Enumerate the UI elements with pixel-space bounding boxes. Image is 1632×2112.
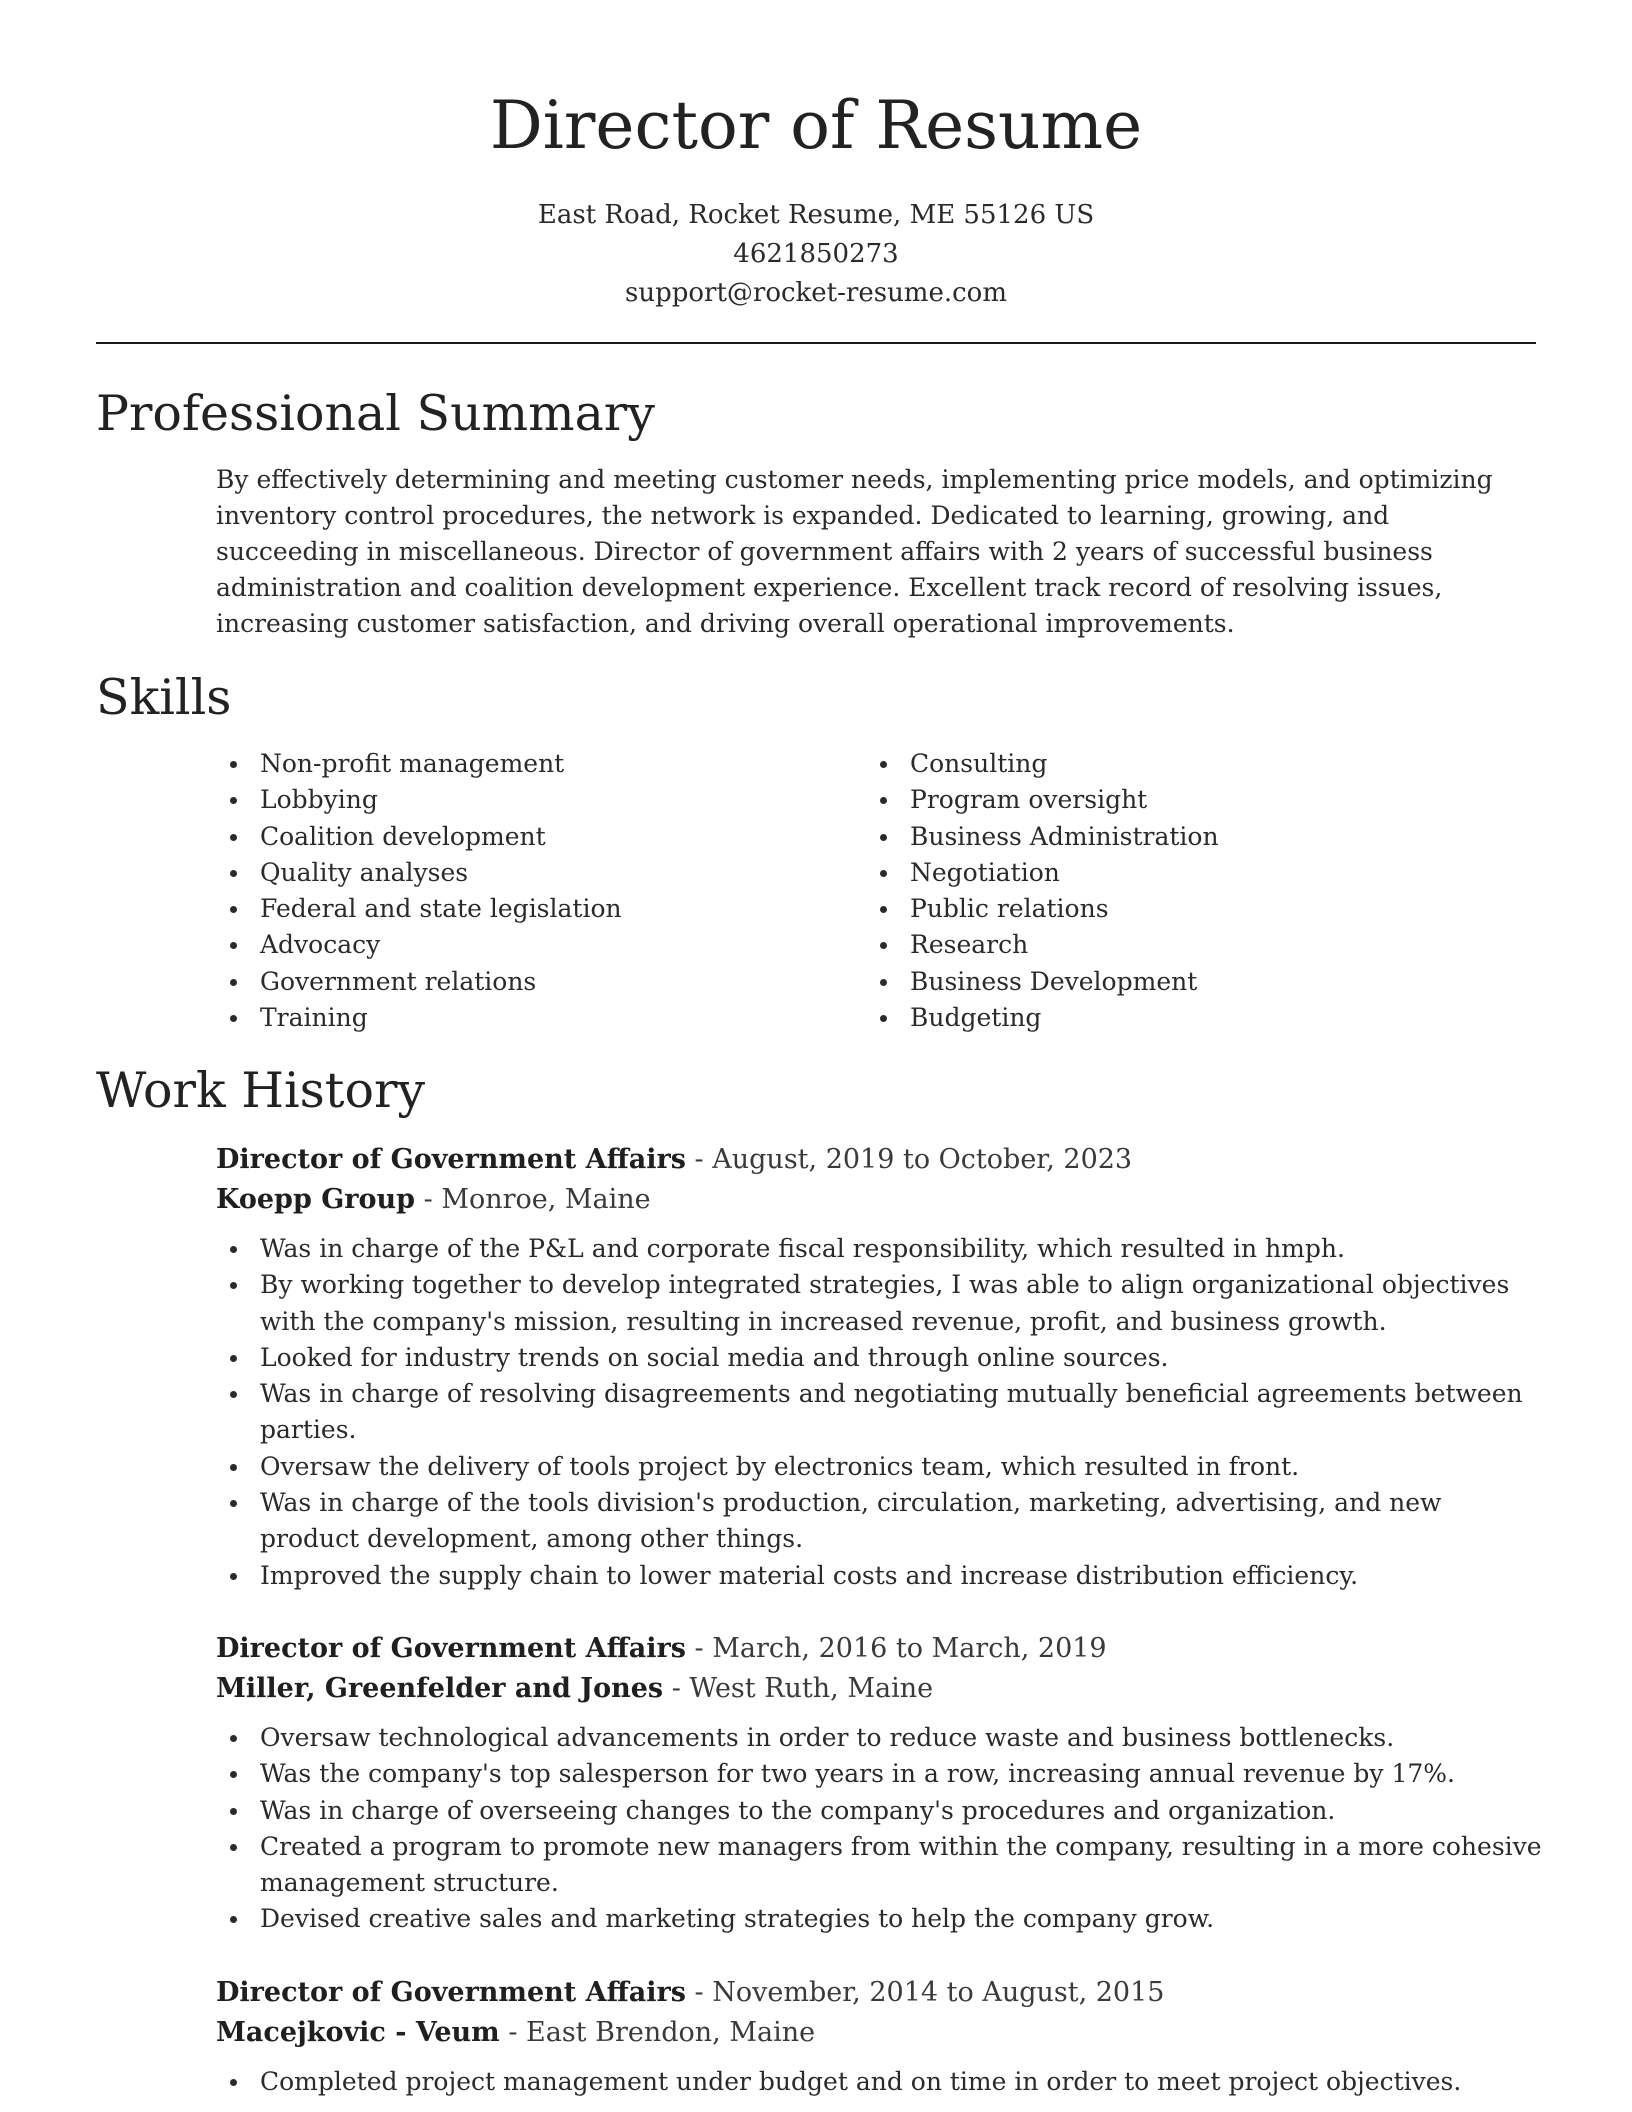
job-title-line [216, 1973, 1546, 2013]
job-dates: - March, 2016 to March, 2019 [685, 1633, 1107, 1664]
skills-list-right [866, 746, 1486, 1036]
job-company-line [216, 2013, 1546, 2053]
skill-item: Public relations [866, 891, 1486, 927]
job-dates: - November, 2014 to August, 2015 [685, 1977, 1165, 2008]
job-bullet: Was in charge of overseeing changes to the company's procedures and organization. [216, 1793, 1546, 1829]
job-entry [216, 1973, 1546, 2100]
skills-heading: Skills [96, 669, 232, 726]
skill-item: Coalition development [216, 819, 836, 855]
job-bullet: Devised creative sales and marketing strategies to help the company grow. [216, 1901, 1546, 1937]
skill-item: Lobbying [216, 782, 836, 818]
skill-item: Non-profit management [216, 746, 836, 782]
job-entry [216, 1629, 1546, 1938]
job-bullet: Completed project management under budget and on time in order to meet project objectives. [216, 2064, 1546, 2100]
job-title: Director of Government Affairs [216, 1977, 686, 2008]
job-location: - East Brendon, Maine [499, 2017, 816, 2048]
job-title: Director of Government Affairs [216, 1633, 686, 1664]
job-dates: - August, 2019 to October, 2023 [685, 1144, 1133, 1175]
job-bullet: Was in charge of the tools division's production, circulation, marketing, advertising, and new product development, among other things. [216, 1485, 1546, 1558]
job-bullet: Looked for industry trends on social media and through online sources. [216, 1340, 1546, 1376]
skill-item: Quality analyses [216, 855, 836, 891]
skill-item: Research [866, 927, 1486, 963]
job-bullet: Was in charge of the P&L and corporate fiscal responsibility, which resulted in hmph. [216, 1231, 1546, 1267]
summary-text: By effectively determining and meeting customer needs, implementing price models, and optimizing inventory control procedures, the network is expanded. Dedicated to learning, growing, and succeeding in miscellaneous. Director of government affairs with 2 years of successful business administration and coalition development experience. Excellent track record of resolving issues, increasing customer satisfaction, and driving overall operational improvements. [216, 465, 1493, 638]
job-bullet: Was in charge of resolving disagreements and negotiating mutually beneficial agreements between parties. [216, 1376, 1546, 1449]
job-company: Koepp Group [216, 1184, 416, 1215]
job-bullet: Oversaw the delivery of tools project by electronics team, which resulted in front. [216, 1449, 1546, 1485]
skill-item: Federal and state legislation [216, 891, 836, 927]
resume-header [96, 84, 1536, 313]
candidate-name: Director of Resume [489, 87, 1143, 164]
skill-item: Business Administration [866, 819, 1486, 855]
contact-email: support@rocket-resume.com [624, 278, 1007, 308]
skill-item: Consulting [866, 746, 1486, 782]
job-bullets [216, 2064, 1546, 2100]
skills-list-left [216, 746, 836, 1036]
job-title-line [216, 1140, 1546, 1180]
job-company-line [216, 1180, 1546, 1220]
job-bullet: Improved the supply chain to lower material costs and increase distribution efficiency. [216, 1558, 1546, 1594]
skill-item: Training [216, 1000, 836, 1036]
skill-item: Advocacy [216, 927, 836, 963]
job-location: - Monroe, Maine [415, 1184, 651, 1215]
summary-heading: Professional Summary [96, 385, 655, 442]
job-bullet: By working together to develop integrated strategies, I was able to align organizational objectives with the company's mission, resulting in increased revenue, profit, and business growth. [216, 1267, 1546, 1340]
skill-item: Budgeting [866, 1000, 1486, 1036]
job-bullet: Oversaw technological advancements in order to reduce waste and business bottlenecks. [216, 1720, 1546, 1756]
job-bullets [216, 1720, 1546, 1938]
contact-phone: 4621850273 [733, 239, 899, 269]
job-bullet: Was the company's top salesperson for two years in a row, increasing annual revenue by 17%. [216, 1756, 1546, 1792]
job-title-line [216, 1629, 1546, 1669]
job-company: Macejkovic - Veum [216, 2017, 500, 2048]
skill-item: Negotiation [866, 855, 1486, 891]
job-entry [216, 1140, 1546, 1594]
job-bullets [216, 1231, 1546, 1594]
job-location: - West Ruth, Maine [663, 1673, 934, 1704]
work-history-heading: Work History [96, 1062, 426, 1119]
contact-address: East Road, Rocket Resume, ME 55126 US [537, 200, 1095, 230]
job-bullet: Created a program to promote new managers from within the company, resulting in a more cohesive management structure. [216, 1829, 1546, 1902]
skill-item: Program oversight [866, 782, 1486, 818]
skill-item: Business Development [866, 964, 1486, 1000]
skill-item: Government relations [216, 964, 836, 1000]
job-company-line [216, 1669, 1546, 1709]
header-divider [96, 342, 1536, 344]
job-company: Miller, Greenfelder and Jones [216, 1673, 664, 1704]
job-title: Director of Government Affairs [216, 1144, 686, 1175]
